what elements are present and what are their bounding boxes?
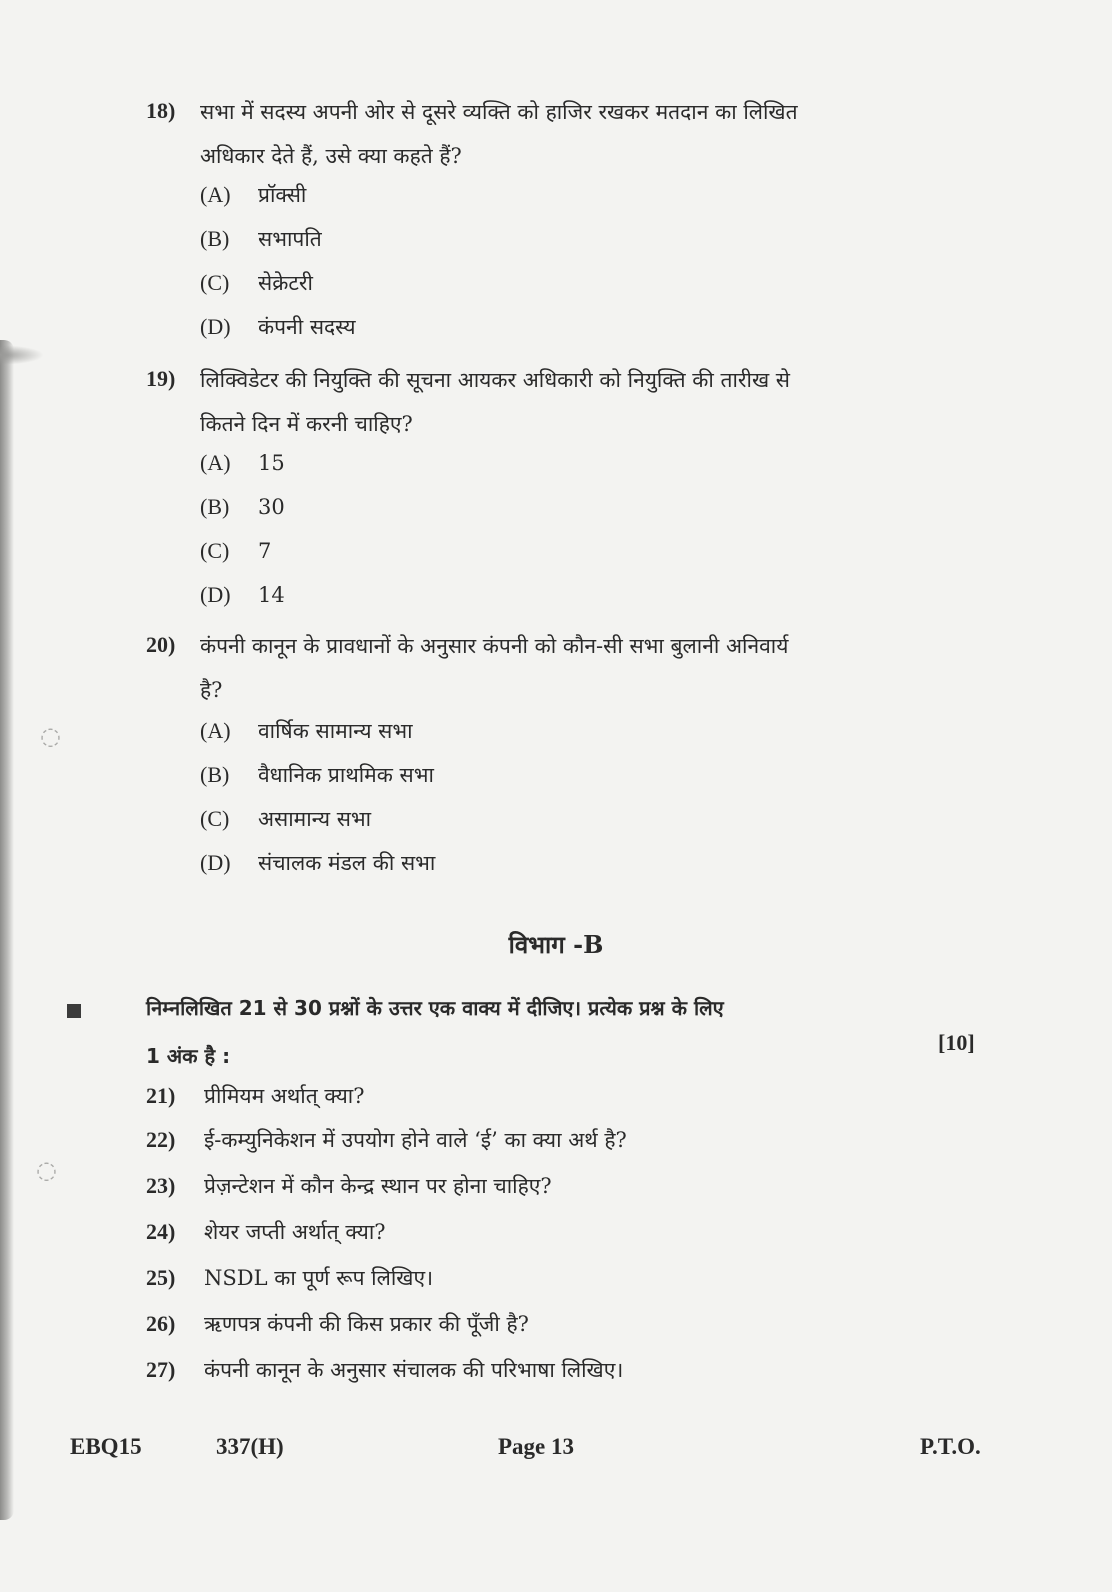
footer-code: EBQ15 [70,1434,142,1459]
short-question-27: 27) कंपनी कानून के अनुसार संचालक की परिभाषा लिखिए। [146,1357,624,1382]
section-title: विभाग -B [508,930,604,959]
option-a: (A) प्रॉक्सी [200,182,307,207]
short-question-26: 26) ऋणपत्र कंपनी की किस प्रकार की पूँजी है? [146,1311,529,1336]
short-question-25: 25) NSDL का पूर्ण रूप लिखिए। [146,1265,434,1290]
page-edge-tear [0,345,44,365]
punch-hole-mark: ◌ [40,722,61,750]
footer-page-number: Page 13 [498,1434,575,1459]
question-number: 18) [146,98,176,123]
option-d: (D) 14 [200,582,285,607]
option-c: (C) असामान्य सभा [200,806,372,831]
option-d: (D) संचालक मंडल की सभा [200,850,436,875]
question-number: 19) [146,366,176,391]
option-b: (B) वैधानिक प्राथमिक सभा [200,762,434,787]
option-d: (D) कंपनी सदस्य [200,314,356,339]
question-19 [146,358,906,446]
question-18 [146,90,906,178]
option-a: (A) वार्षिक सामान्य सभा [200,718,413,743]
question-number: 20) [146,632,176,657]
question-text: कंपनी कानून के प्रावधानों के अनुसार कंपनी को कौन-सी सभा बुलानी अनिवार्य है? [200,634,789,702]
option-b: (B) 30 [200,494,285,519]
short-question-21: 21) प्रीमियम अर्थात् क्या? [146,1083,365,1108]
section-marks: [10] [938,1030,975,1055]
footer-pto: P.T.O. [920,1434,981,1459]
short-question-23: 23) प्रेज़न्टेशन में कौन केन्द्र स्थान पर होना चाहिए? [146,1173,552,1198]
question-text: सभा में सदस्य अपनी ओर से दूसरे व्यक्ति को हाजिर रखकर मतदान का लिखित अधिकार देते हैं, उसे क्या कहते हैं? [200,100,798,168]
punch-hole-mark: ◌ [36,1156,57,1184]
question-text: लिक्विडेटर की नियुक्ति की सूचना आयकर अधिकारी को नियुक्ति की तारीख से कितने दिन में करनी चाहिए? [200,368,791,436]
short-question-24: 24) शेयर जप्ती अर्थात् क्या? [146,1219,386,1244]
option-b: (B) सभापति [200,226,322,251]
option-a: (A) 15 [200,450,285,475]
option-c: (C) सेक्रेटरी [200,270,313,295]
square-bullet-icon [67,1004,81,1018]
footer-paper-number: 337(H) [216,1434,284,1459]
section-instruction: निम्नलिखित 21 से 30 प्रश्नों के उत्तर एक वाक्य में दीजिए। प्रत्येक प्रश्न के लिए 1 अंक है : [146,996,724,1068]
short-question-22: 22) ई-कम्युनिकेशन में उपयोग होने वाले ‘ई’ का क्या अर्थ है? [146,1127,627,1152]
question-20 [146,624,906,712]
option-c: (C) 7 [200,538,272,563]
